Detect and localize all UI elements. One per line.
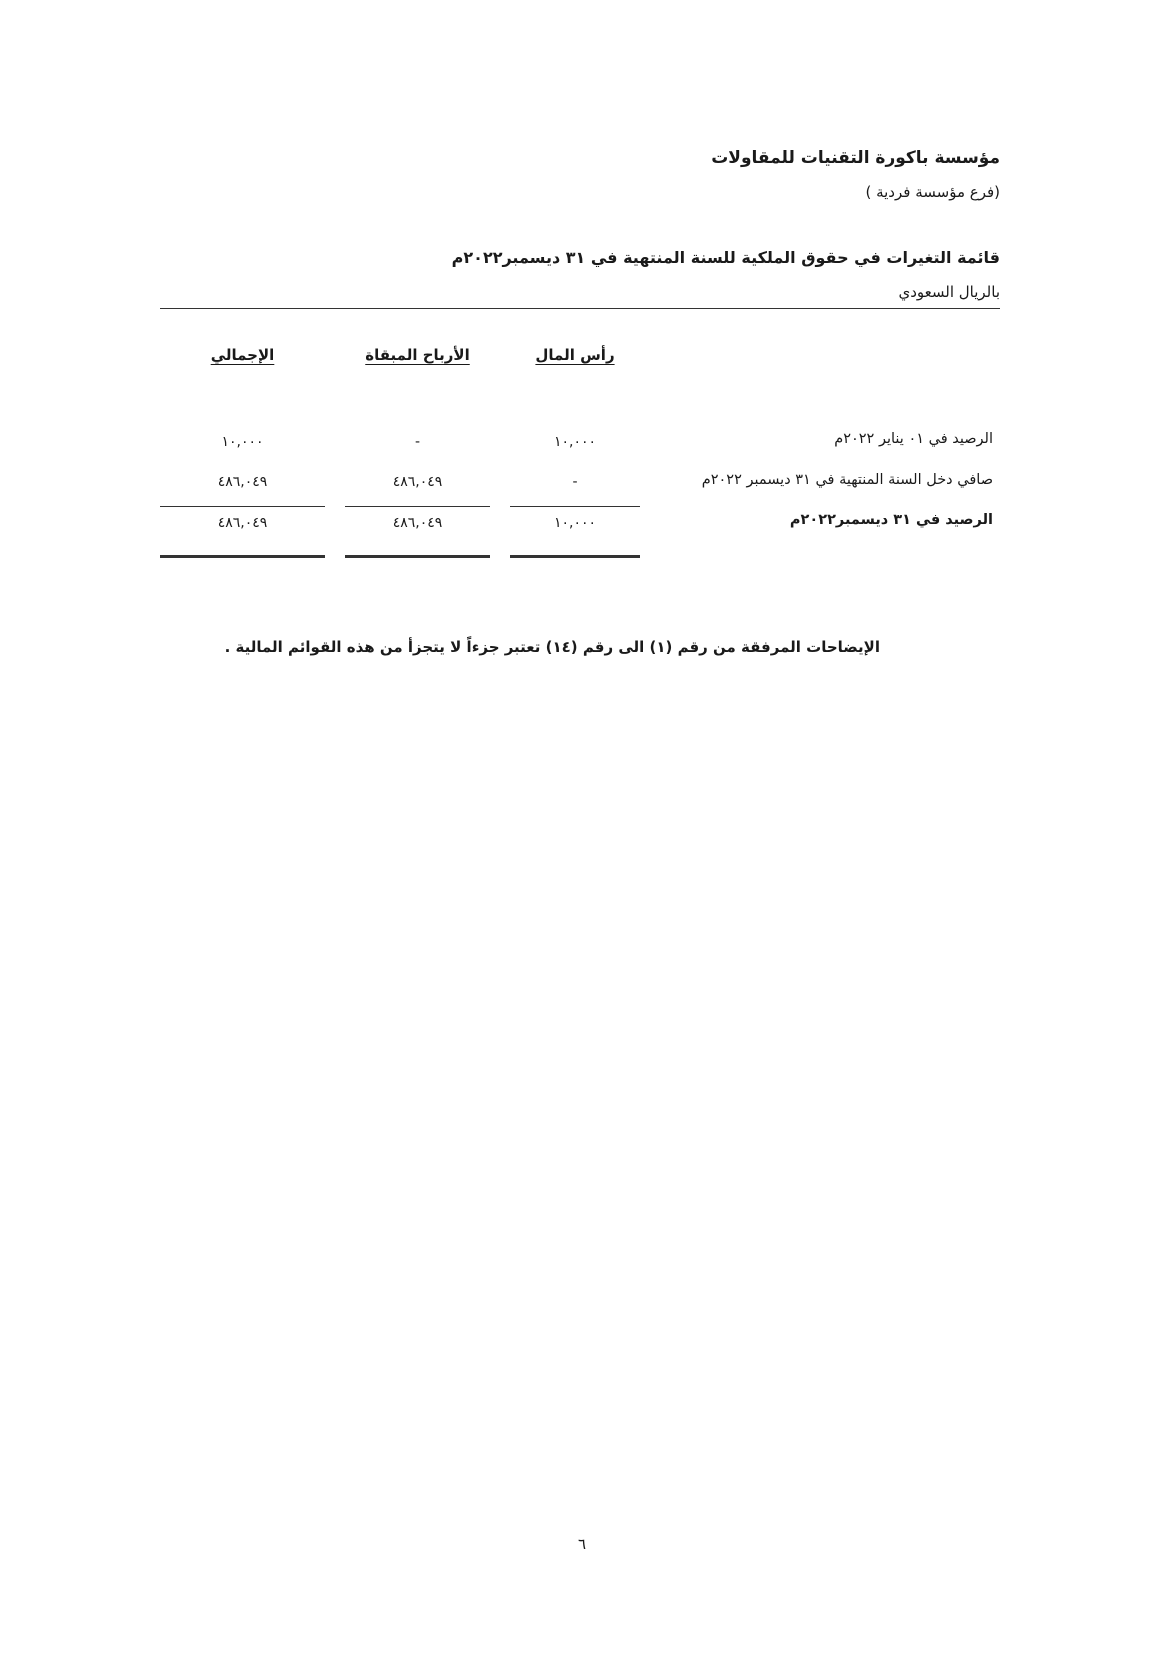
statement-title: قائمة التغيرات في حقوق الملكية للسنة المنتهية في ٣١ ديسمبر٢٠٢٢م xyxy=(451,248,1000,267)
row-label-opening-balance: الرصيد في ٠١ يناير ٢٠٢٢م xyxy=(834,431,993,447)
subtotal-rule-capital xyxy=(510,506,640,507)
cell-closing-total: ٤٨٦,٠٤٩ xyxy=(217,515,268,531)
currency-note: بالريال السعودي xyxy=(898,283,1000,301)
cell-opening-total: ١٠,٠٠٠ xyxy=(221,434,264,450)
header-divider xyxy=(160,308,1000,309)
cell-opening-retained: - xyxy=(414,434,421,450)
column-header-retained-earnings: الأرباح المبقاة xyxy=(365,346,470,364)
branch-note: (فرع مؤسسة فردية ) xyxy=(865,183,1000,201)
cell-net-income-retained: ٤٨٦,٠٤٩ xyxy=(392,474,443,490)
cell-closing-capital: ١٠,٠٠٠ xyxy=(553,515,597,531)
notes-disclaimer: الإيضاحات المرفقة من رقم (١) الى رقم (١٤) تعتبر جزءاً لا يتجزأ من هذه القوائم المالية . xyxy=(224,638,880,656)
subtotal-rule-total xyxy=(160,506,325,507)
row-label-closing-balance: الرصيد في ٣١ ديسمبر٢٠٢٢م xyxy=(789,512,993,528)
cell-closing-retained: ٤٨٦,٠٤٩ xyxy=(392,515,443,531)
cell-net-income-total: ٤٨٦,٠٤٩ xyxy=(217,474,268,490)
cell-net-income-capital: - xyxy=(572,474,578,490)
subtotal-rule-retained xyxy=(345,506,490,507)
page-number: ٦ xyxy=(578,1535,587,1553)
row-label-net-income: صافي دخل السنة المنتهية في ٣١ ديسمبر ٢٠٢٢م xyxy=(701,472,993,488)
cell-opening-capital: ١٠,٠٠٠ xyxy=(553,434,597,450)
total-rule-retained xyxy=(345,555,490,558)
column-header-capital: رأس المال xyxy=(535,346,615,364)
company-name: مؤسسة باكورة التقنيات للمقاولات xyxy=(711,148,1000,168)
total-rule-capital xyxy=(510,555,640,558)
total-rule-total xyxy=(160,555,325,558)
column-header-total: الإجمالي xyxy=(210,346,275,364)
